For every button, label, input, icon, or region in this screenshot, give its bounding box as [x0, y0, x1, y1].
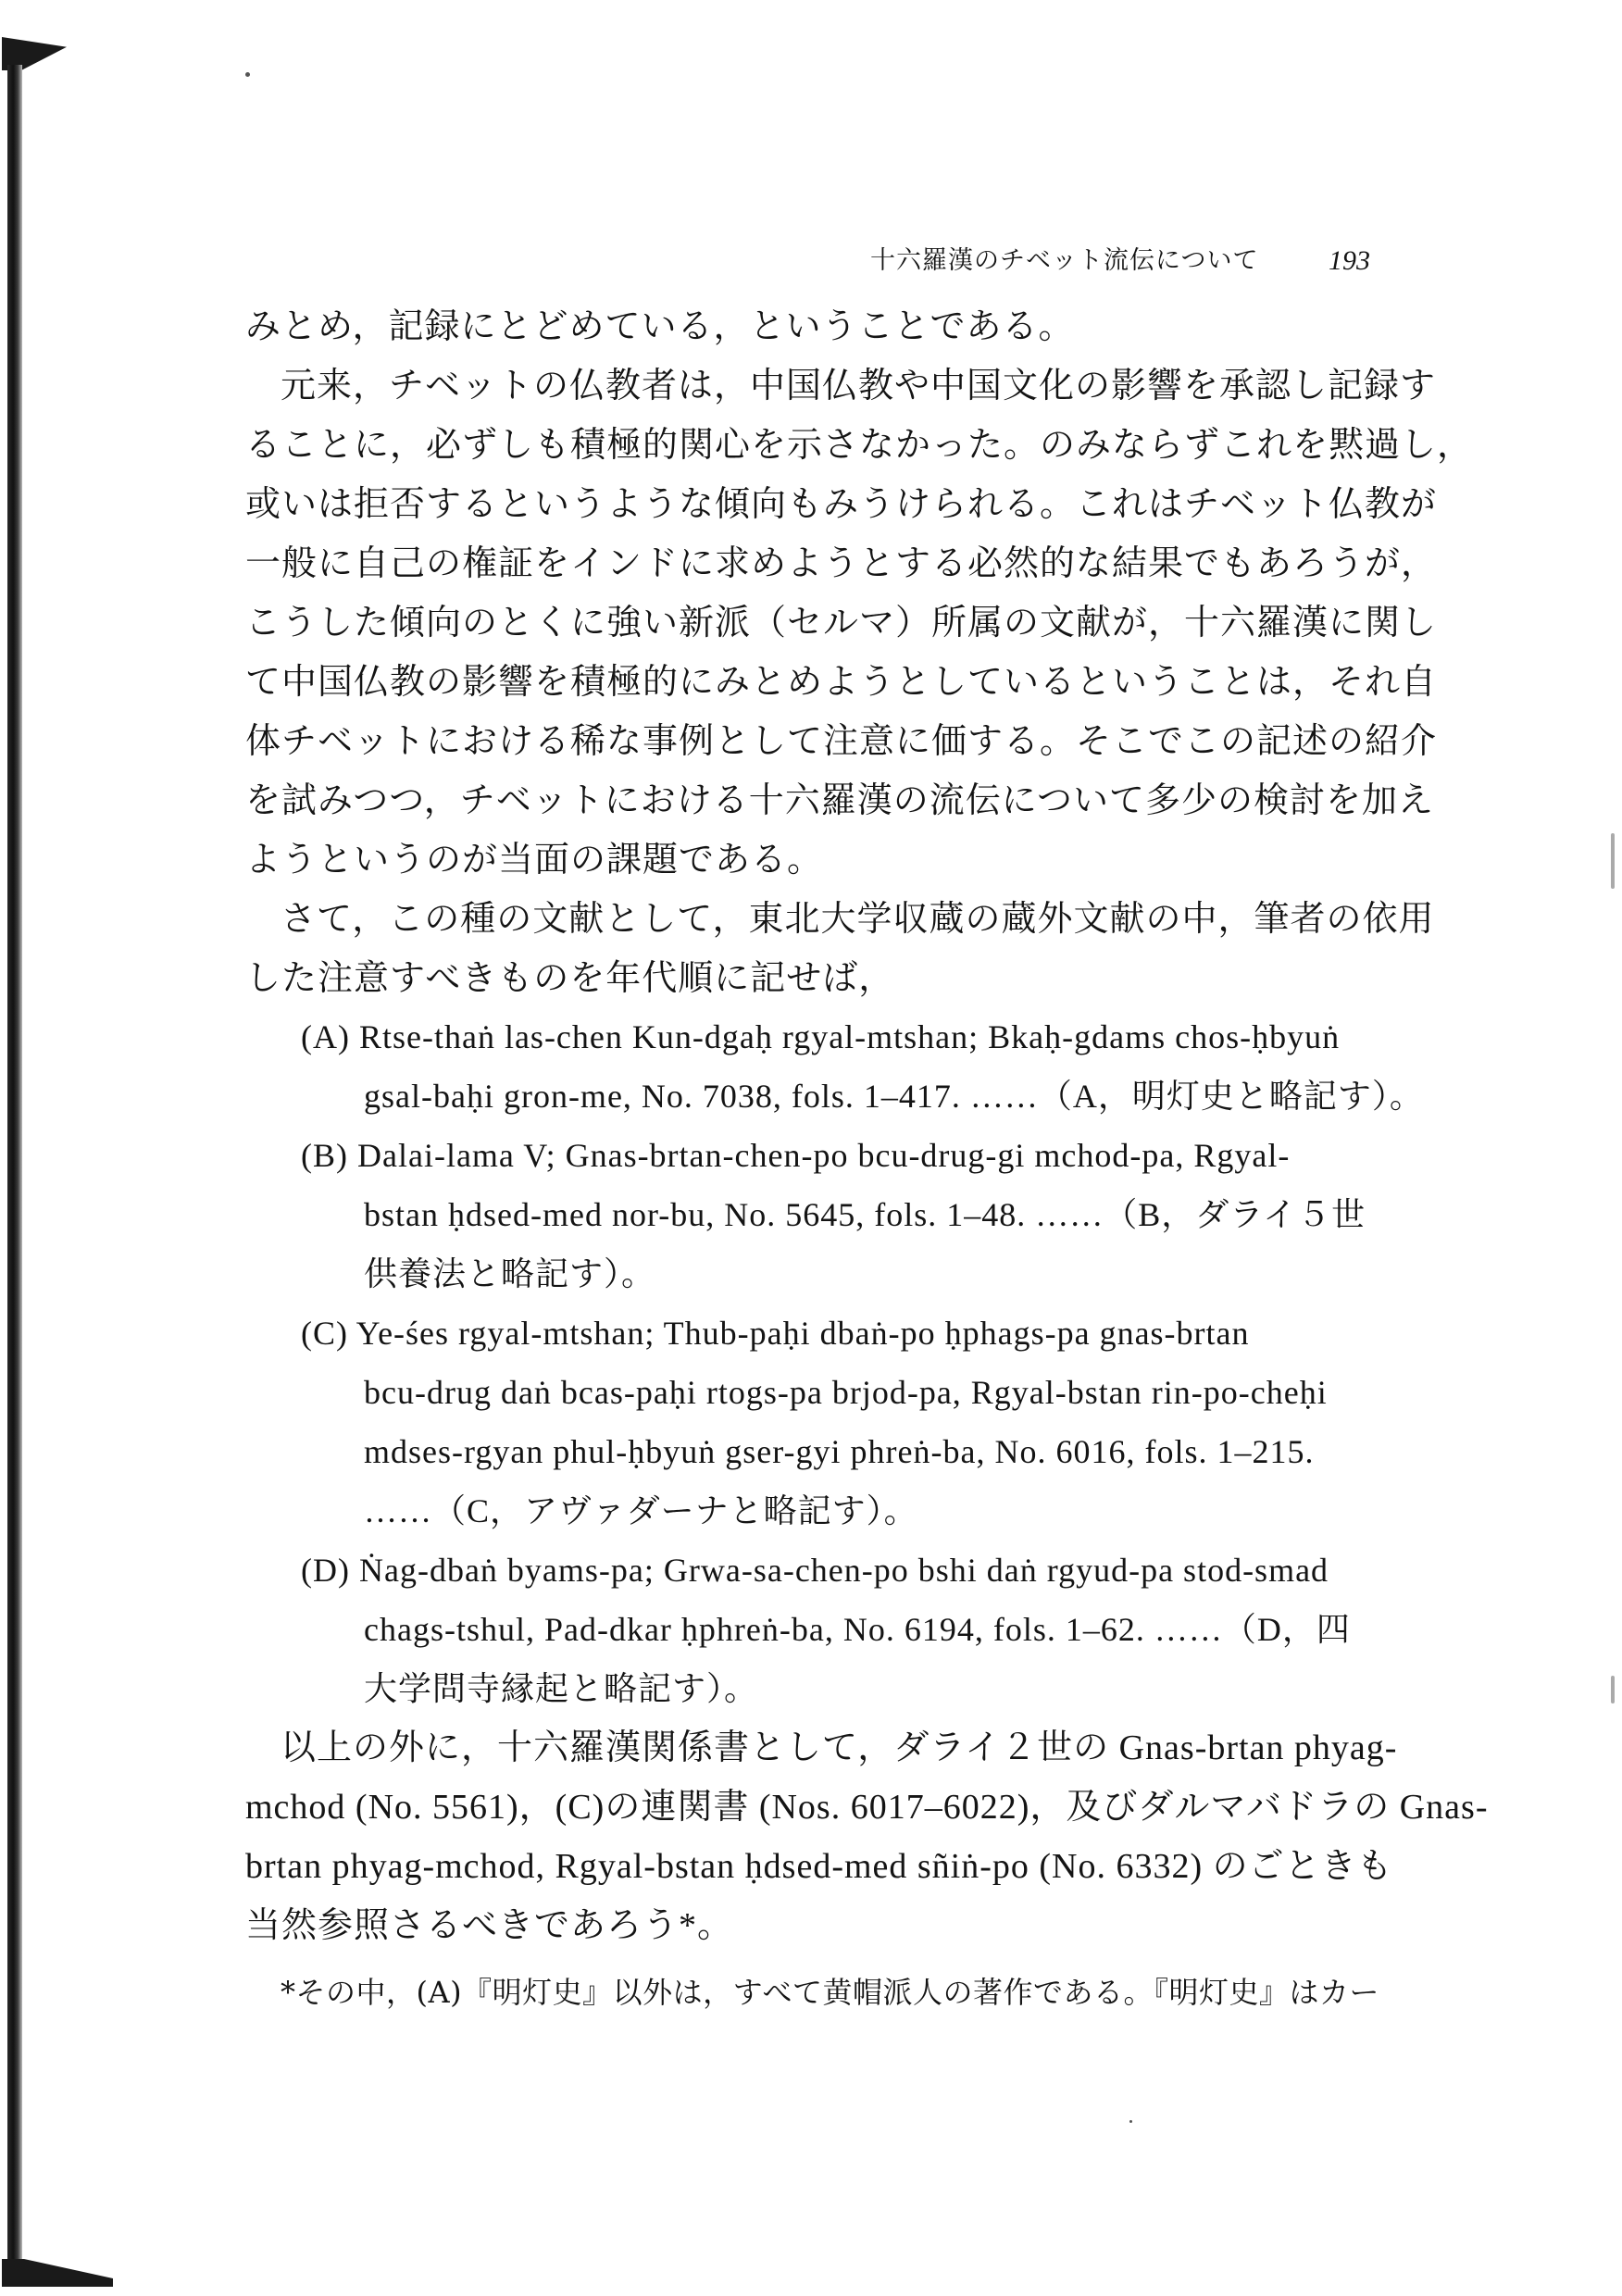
scan-speck — [1611, 833, 1615, 889]
text-line: brtan phyag-mchod, Rgyal-bstan ḥdsed-med sñiṅ-po (No. 6332) のごときも — [245, 1847, 1393, 1886]
bibliography-entry-d — [301, 1541, 1384, 1718]
binding-cap-bottom — [2, 2259, 113, 2287]
entry-continuation: 供養法と略記す）。 — [364, 1255, 656, 1292]
text-line: て中国仏教の影響を積極的にみとめようとしているということは，それ自 — [245, 661, 1438, 702]
text-line: 或いは拒否するというような傾向もみうけられる。これはチベット仏教が — [245, 483, 1438, 524]
entry-first-line — [301, 1541, 1384, 1600]
entry-label: (D) — [301, 1552, 350, 1589]
entry-text: Rtse-thaṅ las-chen Kun-dgaḥ rgyal-mtshan; Bkaḥ-gdams chos-ḥbyuṅ — [358, 1018, 1341, 1055]
text-line: ようというのが当面の課題である。 — [245, 839, 824, 880]
text-line: 一般に自己の権証をインドに求めようとする必然的な結果でもあろうが， — [245, 543, 1438, 583]
page-number: 193 — [1329, 245, 1370, 276]
entry-continuation: ……（C，アヴァダーナと略記す）。 — [364, 1492, 918, 1529]
entry-continuation: chags-tshul, Pad-dkar ḥphreṅ-ba, No. 6194, fols. 1–62. ……（D，四 — [364, 1611, 1351, 1648]
paragraph-2 — [245, 356, 1474, 889]
entry-continuation: bstan ḥdsed-med nor-bu, No. 5645, fols. 1–48. ……（B，ダライ５世 — [364, 1196, 1366, 1233]
text-line: 以上の外に，十六羅漢関係書として，ダライ２世の Gnas-brtan phyag- — [281, 1728, 1398, 1767]
entry-first-line — [301, 1007, 1384, 1067]
footnote-line: *その中，(A)『明灯史』以外は，すべて黄帽派人の著作である。『明灯史』はカー — [281, 1975, 1379, 2010]
entry-continuation: mdses-rgyan phul-ḥbyuṅ gser-gyi phreṅ-ba, No. 6016, fols. 1–215. — [364, 1433, 1315, 1470]
entry-continuation: gsal-baḥi gron-me, No. 7038, fols. 1–417. ……（A，明灯史と略記す）。 — [364, 1078, 1424, 1115]
scan-speck — [1129, 2120, 1132, 2123]
text-line: 体チベットにおける稀な事例として注意に価する。そこでこの記述の紹介 — [245, 720, 1438, 761]
entry-first-line — [301, 1304, 1384, 1363]
entry-text: Ṅag-dbaṅ byams-pa; Grwa-sa-chen-po bshi daṅ rgyud-pa stod-smad — [358, 1552, 1329, 1589]
footnote — [245, 1963, 1384, 2022]
paragraph-closing — [245, 1718, 1489, 1955]
entry-label: (B) — [301, 1137, 348, 1174]
text-line: した注意すべきものを年代順に記せば， — [245, 957, 895, 998]
bibliography-entry-b — [301, 1126, 1384, 1304]
book-binding-edge — [0, 37, 31, 2296]
entry-text: Dalai-lama V; Gnas-brtan-chen-po bcu-drug-gi mchod-pa, Rgyal- — [357, 1137, 1291, 1174]
text-line: こうした傾向のとくに強い新派（セルマ）所属の文献が，十六羅漢に関し — [245, 602, 1438, 643]
scan-speck — [245, 72, 250, 77]
text-line: 当然参照さるべきであろう*。 — [245, 1906, 734, 1945]
text-line: 元来，チベットの仏教者は，中国仏教や中国文化の影響を承認し記録す — [281, 365, 1437, 406]
bibliography-entry-a — [301, 1007, 1424, 1126]
running-header — [870, 243, 1370, 280]
text-line: さて，この種の文献として，東北大学収蔵の蔵外文献の中，筆者の依用 — [281, 898, 1435, 939]
paragraph-1 — [245, 296, 1384, 356]
entry-text: Ye-śes rgyal-mtshan; Thub-paḥi dbaṅ-po ḥphags-pa gnas-brtan — [356, 1315, 1250, 1352]
text-line: ることに，必ずしも積極的関心を示さなかった。のみならずこれを黙過し， — [245, 424, 1474, 465]
running-title: 十六羅漢のチベット流伝について — [870, 246, 1259, 275]
entry-continuation: bcu-drug daṅ bcas-paḥi rtogs-pa brjod-pa, Rgyal-bstan rin-po-cheḥi — [364, 1374, 1328, 1411]
entry-label: (C) — [301, 1315, 348, 1352]
text-line: を試みつつ，チベットにおける十六羅漢の流伝について多少の検討を加え — [245, 780, 1434, 820]
body-text — [245, 296, 1489, 2022]
text-line: mchod (No. 5561)，(C)の連関書 (Nos. 6017–6022)，及びダルマバドラの Gnas- — [245, 1788, 1489, 1827]
bibliography-entry-c — [301, 1304, 1384, 1541]
scan-speck — [1611, 1676, 1615, 1703]
paragraph-3 — [245, 889, 1435, 1007]
text-line: みとめ，記録にとどめている，ということである。 — [245, 306, 1075, 346]
entry-continuation: 大学問寺縁起と略記す）。 — [364, 1670, 759, 1707]
entry-first-line — [301, 1126, 1384, 1185]
binding-spine — [7, 65, 22, 2287]
entry-label: (A) — [301, 1018, 350, 1055]
